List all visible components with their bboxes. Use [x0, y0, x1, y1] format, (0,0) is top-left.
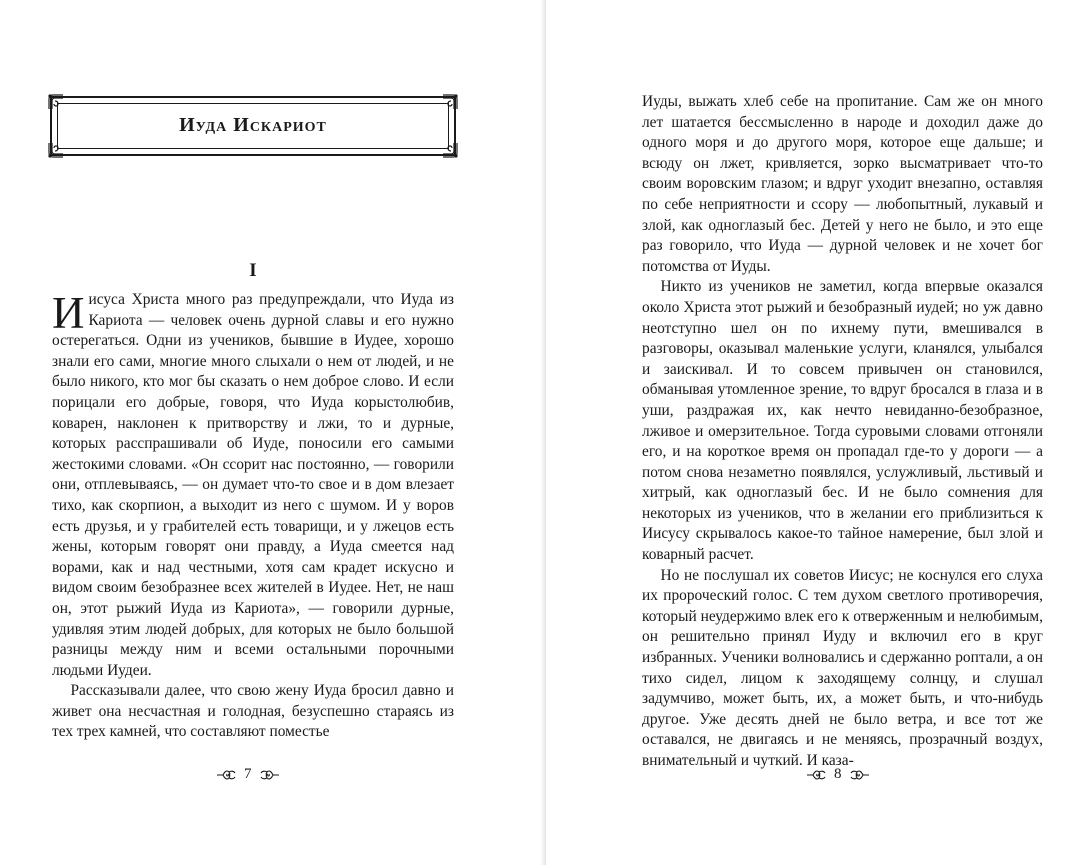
paragraph: Иуды, выжать хлеб себе на пропитание. Сам же он много лет шатается бессмысленно в народе и доходил даже до одного моря и до другого моря, которое еще дальше; и всюду он лжет, кривляется, зорко высматривает что-то своим воровским глазом; и вдруг уходит внезапно, оставляя по себе неприятности и ссору — любопытный, лукавый и злой, как одноглазый бес. Детей у него не было, и это еще раз говорило, что Иуда — дурной человек и не хочет бог потомства от Иуды. [642, 93, 1043, 275]
paragraph [52, 290, 454, 681]
left-page [0, 0, 545, 865]
drop-cap: И [52, 288, 85, 338]
right-page-text [642, 92, 1043, 772]
paragraph: Никто из учеников не заметил, когда впервые оказался около Христа этот рыжий и безобразный иудей; но уж давно неотступно шел он по ихнему пути, вмешивался в разговоры, оказывал маленькие услуги, кланялся, улыбался и заискивал. И то совсем привычен он становился, обманывая утомленное зрение, то вдруг бросался в глаза и в уши, раздражая их, как нечто невиданно-безобразное, лживое и омерзительное. Тогда суровыми словами отгоняли его, и на короткое время он пропадал где-то у дороги — а потом снова незаметно появлялся, услужливый, льстивый и хитрый, как одноглазый бес. И не было сомнения для некоторых из учеников, что в желании его приблизиться к Иисусу скрывалось какое-то тайное намерение, был злой и коварный расчет. [642, 278, 1043, 564]
right-page [546, 0, 1091, 865]
paragraph-text: исуса Христа много раз предупреждали, что Иуда из Кариота — человек очень дурной славы и его нужно остерегаться. Одни из учеников, бывшие в Иудее, хорошо знали его сами, многие много слыхали о нем от людей, и не было никого, кто мог бы сказать о нем доброе слово. И если порицали его добрые, говоря, что Иуда корыстолюбив, коварен, наклонен к притворству и лжи, то и дурные, которых расспрашивали об Иуде, поносили его самыми жестокими словами. «Он ссорит нас постоянно, — говорили они, отплевываясь, — он думает что-то свое и в дом влезает тихо, как скорпион, а выходит из него с шумом. И у воров есть друзья, и у грабителей есть товарищи, и у лжецов есть жены, которым говорят они правду, а Иуда смеется над ворами, как и над честными, хотя сам крадет искусно и видом своим безобразнее всех жителей в Иудее. Нет, не наш он, этот рыжий Иуда из Кариота», — говорили дурные, удивляя этим людей добрых, для которых не было большой разницы между ним и всеми остальными порочными людьми Иудеи. [52, 291, 454, 679]
page-number: 8 [834, 766, 842, 782]
paragraph: Но не послушал их советов Иисус; не коснулся его слуха их пророческий голос. С тем духом светлого противоречия, который неудержимо влек его к отверженным и нелюбимым, он решительно принял Иуду и включил его в круг избранных. Ученики волновались и сдержанно роптали, а он тихо сидел, лицом к заходящему солнцу, и слушал задумчиво, может быть, их, а может быть, и что-нибудь другое. Уже десять дней не было ветра, и все тот же оставался, не двигаясь и не меняясь, прозрачный воздух, внимательный и чуткий. И каза- [642, 566, 1043, 769]
fleuron-icon [806, 768, 826, 782]
left-page-text [52, 290, 454, 743]
corner-flourish-icon [441, 141, 459, 159]
corner-flourish-icon [47, 141, 65, 159]
page-number: 7 [244, 766, 252, 782]
fleuron-icon [260, 768, 280, 782]
corner-flourish-icon [441, 93, 459, 111]
paragraph: Рассказывали далее, что свою жену Иуда бросил давно и живет она несчастная и голодная, безуспешно стараясь из тех трех камней, что составляют поместье [52, 682, 454, 741]
fleuron-icon [850, 768, 870, 782]
story-title: Иуда Искариот [179, 114, 327, 136]
chapter-number: I [249, 260, 257, 281]
page-number-footer [216, 766, 280, 783]
title-frame [50, 96, 456, 156]
fleuron-icon [216, 768, 236, 782]
page-number-footer [806, 766, 870, 783]
corner-flourish-icon [47, 93, 65, 111]
